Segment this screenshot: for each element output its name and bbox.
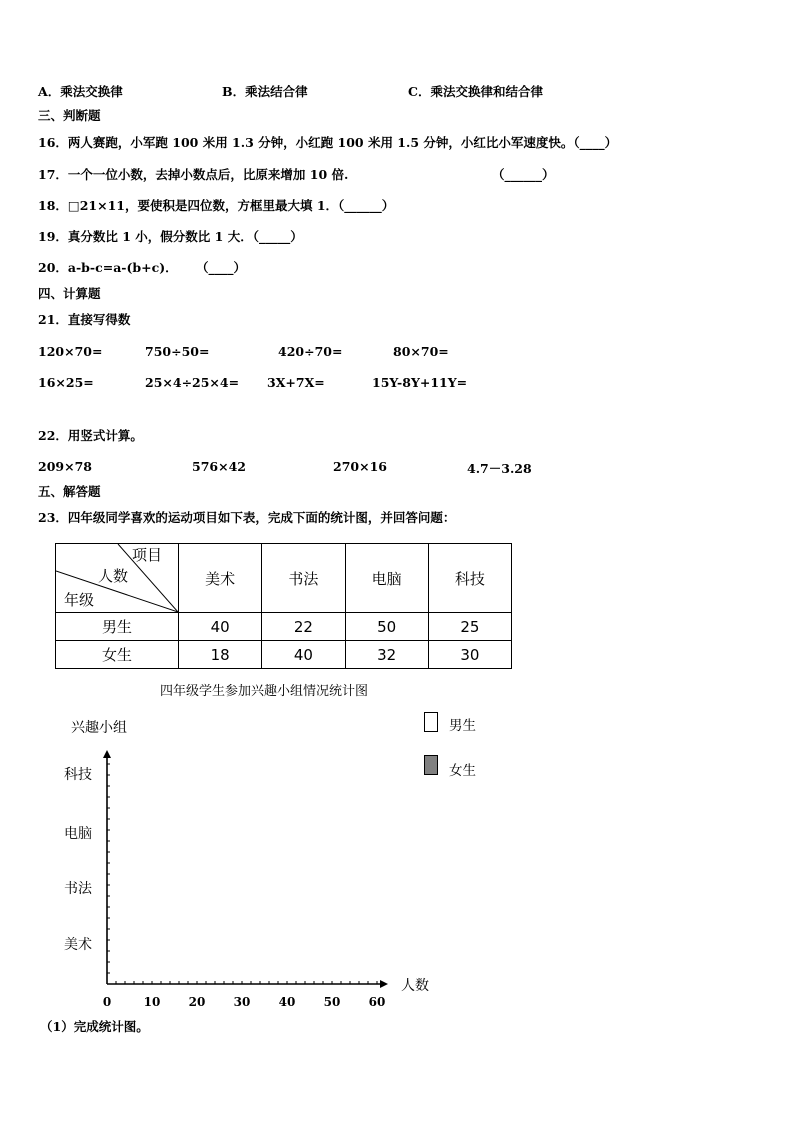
corner-label-middle: 人数: [98, 567, 129, 585]
y-category-label: 美术: [64, 937, 92, 953]
calc-item: 270×16: [333, 459, 387, 474]
table-header: 书法: [262, 544, 345, 613]
row-label: 男生: [56, 613, 179, 641]
section-5-heading: 五、解答题: [38, 484, 101, 499]
corner-label-bottom: 年级: [64, 591, 95, 609]
y-category-label: 科技: [64, 767, 92, 783]
table-cell: 25: [428, 613, 511, 641]
calc-item: 576×42: [192, 459, 246, 474]
question-19: 19．真分数比 1 小，假分数比 1 大．（_____）: [38, 229, 303, 244]
calc-item: 120×70=: [38, 344, 103, 359]
table-cell: 40: [262, 641, 345, 669]
calc-item: 80×70=: [393, 344, 449, 359]
table-corner-cell: [56, 544, 179, 613]
bar-chart-axes: [0, 700, 794, 1040]
calc-item: 4.7－3.28: [467, 461, 532, 476]
table-header: 科技: [428, 544, 511, 613]
legend-label-boys: 男生: [449, 718, 476, 734]
question-22: 22．用竖式计算。: [38, 428, 143, 443]
row-label: 女生: [56, 641, 179, 669]
question-23: 23．四年级同学喜欢的运动项目如下表，完成下面的统计图，并回答问题：: [38, 510, 456, 525]
x-tick-label: 20: [188, 995, 206, 1009]
table-row: [56, 613, 512, 641]
table-cell: 18: [179, 641, 262, 669]
calc-item: 25×4÷25×4=: [145, 375, 240, 390]
question-18: 18．□21×11，要使积是四位数，方框里最大填 1．（______）: [38, 198, 395, 213]
question-20: 20．a-b-c=a-(b+c)．: [38, 260, 178, 275]
legend-label-girls: 女生: [449, 763, 476, 779]
table-header: 美术: [179, 544, 262, 613]
x-tick-label: 40: [278, 995, 296, 1009]
x-tick-label: 0: [102, 995, 112, 1009]
data-table: [55, 543, 512, 669]
option-c: C．乘法交换律和结合律: [408, 84, 543, 99]
axes-group: [103, 750, 388, 988]
x-axis-arrow: [380, 980, 388, 988]
question-21: 21．直接写得数: [38, 312, 131, 327]
table-row: [56, 641, 512, 669]
question-20-blank: （____）: [196, 260, 247, 275]
option-a: A．乘法交换律: [38, 84, 123, 99]
x-tick-label: 50: [323, 995, 341, 1009]
question-17-blank: （______）: [492, 167, 555, 182]
y-category-label: 书法: [64, 881, 92, 897]
y-axis-arrow: [103, 750, 111, 758]
question-16: 16．两人赛跑，小军跑 100 米用 1.3 分钟，小红跑 100 米用 1.5 分钟，小红比小军速度快。（____）: [38, 135, 618, 150]
calc-item: 420÷70=: [278, 344, 343, 359]
question-17: 17．一个一位小数，去掉小数点后，比原来增加 10 倍.: [38, 167, 349, 182]
calc-item: 3X+7X=: [267, 375, 325, 390]
corner-label-top: 项目: [132, 546, 163, 564]
calc-item: 15Y-8Y+11Y=: [372, 375, 468, 390]
x-tick-label: 10: [143, 995, 161, 1009]
x-tick-label: 30: [233, 995, 251, 1009]
y-axis-label: 兴趣小组: [71, 720, 127, 736]
table-cell: 50: [345, 613, 428, 641]
x-tick-label: 60: [368, 995, 386, 1009]
section-3-heading: 三、判断题: [38, 108, 101, 123]
chart-title: 四年级学生参加兴趣小组情况统计图: [160, 684, 369, 699]
section-4-heading: 四、计算题: [38, 286, 101, 301]
calc-item: 209×78: [38, 459, 92, 474]
question-23-part-1: （1）完成统计图。: [40, 1019, 149, 1034]
table-cell: 32: [345, 641, 428, 669]
calc-item: 16×25=: [38, 375, 94, 390]
x-axis-label: 人数: [401, 978, 429, 994]
table-cell: 22: [262, 613, 345, 641]
y-category-label: 电脑: [64, 826, 92, 842]
option-b: B．乘法结合律: [222, 84, 308, 99]
table-cell: 30: [428, 641, 511, 669]
table-header: 电脑: [345, 544, 428, 613]
table-cell: 40: [179, 613, 262, 641]
calc-item: 750÷50=: [145, 344, 210, 359]
ticks-group: [64, 764, 385, 1009]
